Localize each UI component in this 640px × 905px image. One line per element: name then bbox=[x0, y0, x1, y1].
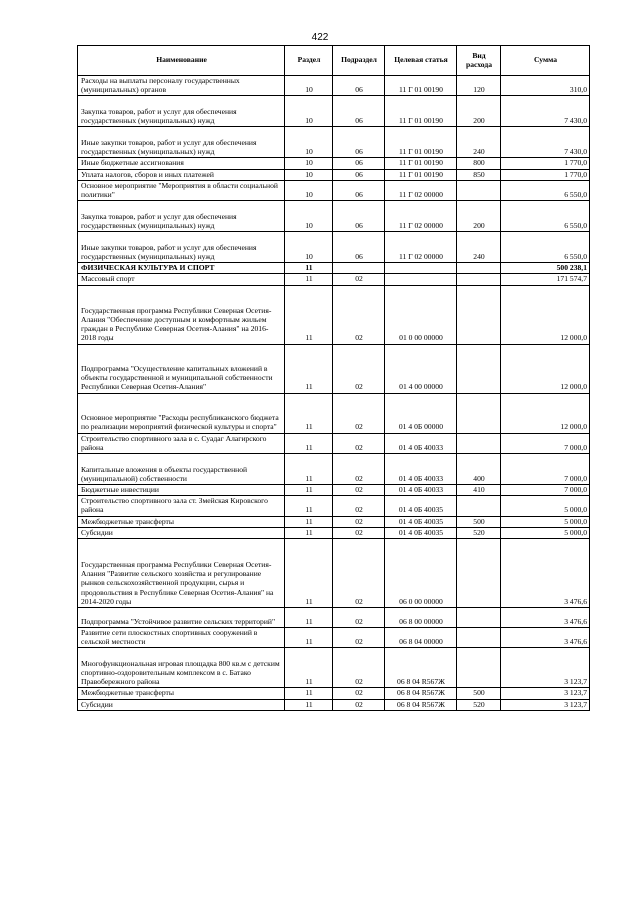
cell-section: 11 bbox=[285, 648, 333, 688]
cell-amount: 3 476,6 bbox=[501, 608, 590, 628]
cell-amount: 12 000,0 bbox=[501, 344, 590, 393]
cell-section: 11 bbox=[285, 274, 333, 285]
table-row bbox=[78, 527, 590, 538]
cell-subsection: 02 bbox=[333, 485, 385, 496]
table-row bbox=[78, 158, 590, 169]
cell-section: 10 bbox=[285, 76, 333, 96]
cell-amount: 12 000,0 bbox=[501, 285, 590, 344]
cell-section: 10 bbox=[285, 127, 333, 158]
cell-section: 11 bbox=[285, 608, 333, 628]
cell-amount: 6 550,0 bbox=[501, 180, 590, 200]
cell-expense-type: 200 bbox=[457, 96, 501, 127]
cell-section: 11 bbox=[285, 527, 333, 538]
cell-amount: 7 000,0 bbox=[501, 454, 590, 485]
header-section: Раздел bbox=[285, 46, 333, 76]
cell-amount: 7 000,0 bbox=[501, 485, 590, 496]
cell-target bbox=[385, 274, 457, 285]
page-number: 422 bbox=[311, 32, 329, 43]
cell-expense-type bbox=[457, 180, 501, 200]
cell-target: 11 Г 01 00190 bbox=[385, 169, 457, 180]
table-row bbox=[78, 628, 590, 648]
cell-expense-type bbox=[457, 274, 501, 285]
cell-section: 11 bbox=[285, 485, 333, 496]
cell-expense-type bbox=[457, 433, 501, 453]
budget-table bbox=[77, 45, 590, 711]
cell-target: 01 4 0Б 40033 bbox=[385, 485, 457, 496]
cell-amount: 3 476,6 bbox=[501, 628, 590, 648]
header-subsection: Подраздел bbox=[333, 46, 385, 76]
cell-target: 01 0 00 00000 bbox=[385, 285, 457, 344]
cell-expense-type: 500 bbox=[457, 688, 501, 699]
cell-section: 10 bbox=[285, 96, 333, 127]
cell-subsection: 02 bbox=[333, 454, 385, 485]
cell-section: 10 bbox=[285, 201, 333, 232]
cell-amount: 5 000,0 bbox=[501, 527, 590, 538]
cell-target: 11 Г 01 00190 bbox=[385, 96, 457, 127]
cell-name: Расходы на выплаты персоналу государственных (муниципальных) органов bbox=[78, 76, 285, 96]
cell-subsection: 06 bbox=[333, 201, 385, 232]
cell-target: 11 Г 01 00190 bbox=[385, 127, 457, 158]
cell-amount: 3 476,6 bbox=[501, 539, 590, 608]
cell-expense-type: 500 bbox=[457, 516, 501, 527]
cell-name: Развитие сети плоскостных спортивных сооружений в сельской местности bbox=[78, 628, 285, 648]
cell-subsection: 02 bbox=[333, 608, 385, 628]
cell-name: Субсидии bbox=[78, 527, 285, 538]
cell-amount: 3 123,7 bbox=[501, 688, 590, 699]
cell-name: Массовый спорт bbox=[78, 274, 285, 285]
cell-expense-type bbox=[457, 608, 501, 628]
cell-subsection: 06 bbox=[333, 169, 385, 180]
cell-amount: 5 000,0 bbox=[501, 496, 590, 516]
table-row bbox=[78, 201, 590, 232]
cell-section: 11 bbox=[285, 433, 333, 453]
cell-section: 10 bbox=[285, 169, 333, 180]
table-row bbox=[78, 344, 590, 393]
cell-expense-type bbox=[457, 393, 501, 433]
cell-amount: 3 123,7 bbox=[501, 648, 590, 688]
cell-name: Иные бюджетные ассигнования bbox=[78, 158, 285, 169]
table-row bbox=[78, 76, 590, 96]
header-expense-type: Вид расхода bbox=[457, 46, 501, 76]
cell-name: Межбюджетные трансферты bbox=[78, 516, 285, 527]
cell-name: Основное мероприятие "Мероприятия в области социальной политики" bbox=[78, 180, 285, 200]
cell-amount: 1 770,0 bbox=[501, 169, 590, 180]
cell-target: 11 Г 02 00000 bbox=[385, 201, 457, 232]
cell-name: Государственная программа Республики Северная Осетия-Алания "Развитие сельского хозяйства и регулирование рынков сельскохозяйственной продукции, сырья и продовольствия в Республике Северная Осетия-Алания" на 2014-2020 годы bbox=[78, 539, 285, 608]
cell-expense-type: 200 bbox=[457, 201, 501, 232]
cell-name: Государственная программа Республики Северная Осетия-Алания "Обеспечение доступным и комфортным жильем граждан в Республике Северная Осетия-Алания" на 2016-2018 годы bbox=[78, 285, 285, 344]
cell-subsection: 06 bbox=[333, 96, 385, 127]
cell-amount: 500 238,1 bbox=[501, 263, 590, 274]
cell-subsection: 02 bbox=[333, 433, 385, 453]
cell-name: Строительство спортивного зала в с. Суадаг Алагирского района bbox=[78, 433, 285, 453]
cell-section: 11 bbox=[285, 539, 333, 608]
cell-amount: 7 000,0 bbox=[501, 433, 590, 453]
cell-target: 06 8 04 R567Ж bbox=[385, 699, 457, 710]
cell-name: Бюджетные инвестиции bbox=[78, 485, 285, 496]
cell-subsection: 06 bbox=[333, 180, 385, 200]
cell-subsection: 06 bbox=[333, 232, 385, 263]
cell-target: 06 8 04 R567Ж bbox=[385, 688, 457, 699]
cell-subsection: 02 bbox=[333, 648, 385, 688]
header-target: Целевая статья bbox=[385, 46, 457, 76]
header-amount: Сумма bbox=[501, 46, 590, 76]
cell-name: Закупка товаров, работ и услуг для обеспечения государственных (муниципальных) нужд bbox=[78, 96, 285, 127]
cell-target: 01 4 0Б 40033 bbox=[385, 433, 457, 453]
cell-name: Уплата налогов, сборов и иных платежей bbox=[78, 169, 285, 180]
cell-subsection: 02 bbox=[333, 274, 385, 285]
cell-name: Подпрограмма "Устойчивое развитие сельских территорий" bbox=[78, 608, 285, 628]
cell-amount: 1 770,0 bbox=[501, 158, 590, 169]
cell-name: ФИЗИЧЕСКАЯ КУЛЬТУРА И СПОРТ bbox=[78, 263, 285, 274]
cell-subsection: 06 bbox=[333, 127, 385, 158]
cell-subsection: 02 bbox=[333, 539, 385, 608]
cell-expense-type bbox=[457, 496, 501, 516]
table-row bbox=[78, 433, 590, 453]
cell-section: 11 bbox=[285, 344, 333, 393]
cell-subsection: 02 bbox=[333, 688, 385, 699]
cell-amount: 171 574,7 bbox=[501, 274, 590, 285]
cell-section: 11 bbox=[285, 496, 333, 516]
cell-target: 06 0 00 00000 bbox=[385, 539, 457, 608]
cell-expense-type: 240 bbox=[457, 127, 501, 158]
cell-amount: 5 000,0 bbox=[501, 516, 590, 527]
cell-subsection: 06 bbox=[333, 76, 385, 96]
cell-section: 11 bbox=[285, 699, 333, 710]
cell-name: Капитальные вложения в объекты государственной (муниципальной) собственности bbox=[78, 454, 285, 485]
cell-target: 01 4 0Б 40035 bbox=[385, 516, 457, 527]
cell-amount: 7 430,0 bbox=[501, 127, 590, 158]
table-row bbox=[78, 496, 590, 516]
cell-target: 11 Г 02 00000 bbox=[385, 180, 457, 200]
cell-target: 01 4 0Б 40033 bbox=[385, 454, 457, 485]
table-row bbox=[78, 96, 590, 127]
cell-target: 01 4 0Б 40035 bbox=[385, 496, 457, 516]
cell-expense-type: 800 bbox=[457, 158, 501, 169]
cell-target: 11 Г 01 00190 bbox=[385, 158, 457, 169]
cell-target: 06 8 00 00000 bbox=[385, 608, 457, 628]
cell-expense-type: 240 bbox=[457, 232, 501, 263]
cell-name: Иные закупки товаров, работ и услуг для обеспечения государственных (муниципальных) нужд bbox=[78, 232, 285, 263]
cell-section: 11 bbox=[285, 285, 333, 344]
cell-subsection: 02 bbox=[333, 527, 385, 538]
cell-subsection: 02 bbox=[333, 285, 385, 344]
cell-target: 06 8 04 R567Ж bbox=[385, 648, 457, 688]
table-row bbox=[78, 127, 590, 158]
cell-section: 10 bbox=[285, 232, 333, 263]
cell-expense-type bbox=[457, 628, 501, 648]
cell-expense-type: 520 bbox=[457, 527, 501, 538]
table-row bbox=[78, 648, 590, 688]
cell-subsection: 02 bbox=[333, 496, 385, 516]
cell-amount: 3 123,7 bbox=[501, 699, 590, 710]
cell-target: 01 4 0Б 40035 bbox=[385, 527, 457, 538]
cell-expense-type bbox=[457, 648, 501, 688]
cell-section: 11 bbox=[285, 628, 333, 648]
cell-amount: 12 000,0 bbox=[501, 393, 590, 433]
cell-target bbox=[385, 263, 457, 274]
cell-name: Закупка товаров, работ и услуг для обеспечения государственных (муниципальных) нужд bbox=[78, 201, 285, 232]
cell-expense-type: 410 bbox=[457, 485, 501, 496]
table-row bbox=[78, 263, 590, 274]
table-row bbox=[78, 539, 590, 608]
cell-name: Подпрограмма "Осуществление капитальных вложений в объекты государственной и муниципальной собственности Республики Северная Осетия-Алания" bbox=[78, 344, 285, 393]
cell-subsection: 02 bbox=[333, 699, 385, 710]
cell-subsection: 02 bbox=[333, 344, 385, 393]
cell-name: Многофункциональная игровая площадка 800 кв.м с детским спортивно-оздоровительным комплексом в с. Батако Правобережного района bbox=[78, 648, 285, 688]
table-row bbox=[78, 485, 590, 496]
table-row bbox=[78, 608, 590, 628]
cell-subsection: 06 bbox=[333, 158, 385, 169]
table-row bbox=[78, 169, 590, 180]
cell-name: Субсидии bbox=[78, 699, 285, 710]
table-row bbox=[78, 393, 590, 433]
cell-section: 10 bbox=[285, 180, 333, 200]
cell-target: 01 4 0Б 00000 bbox=[385, 393, 457, 433]
cell-section: 11 bbox=[285, 454, 333, 485]
table-row bbox=[78, 688, 590, 699]
cell-amount: 7 430,0 bbox=[501, 96, 590, 127]
table-row bbox=[78, 285, 590, 344]
cell-subsection: 02 bbox=[333, 516, 385, 527]
cell-amount: 6 550,0 bbox=[501, 201, 590, 232]
table-row bbox=[78, 454, 590, 485]
cell-subsection: 02 bbox=[333, 628, 385, 648]
cell-target: 11 Г 01 00190 bbox=[385, 76, 457, 96]
cell-section: 11 bbox=[285, 263, 333, 274]
cell-section: 10 bbox=[285, 158, 333, 169]
cell-expense-type: 850 bbox=[457, 169, 501, 180]
cell-expense-type bbox=[457, 539, 501, 608]
cell-expense-type bbox=[457, 285, 501, 344]
cell-subsection bbox=[333, 263, 385, 274]
cell-name: Иные закупки товаров, работ и услуг для обеспечения государственных (муниципальных) нужд bbox=[78, 127, 285, 158]
cell-expense-type bbox=[457, 263, 501, 274]
cell-expense-type: 520 bbox=[457, 699, 501, 710]
table-row bbox=[78, 699, 590, 710]
table-row bbox=[78, 274, 590, 285]
header-name: Наименование bbox=[78, 46, 285, 76]
cell-name: Межбюджетные трансферты bbox=[78, 688, 285, 699]
cell-target: 06 8 04 00000 bbox=[385, 628, 457, 648]
table-row bbox=[78, 180, 590, 200]
cell-target: 01 4 00 00000 bbox=[385, 344, 457, 393]
cell-subsection: 02 bbox=[333, 393, 385, 433]
cell-expense-type: 120 bbox=[457, 76, 501, 96]
cell-section: 11 bbox=[285, 688, 333, 699]
cell-name: Основное мероприятие "Расходы республиканского бюджета по реализации мероприятий физической культуры и спорта" bbox=[78, 393, 285, 433]
table-row bbox=[78, 516, 590, 527]
cell-amount: 310,0 bbox=[501, 76, 590, 96]
cell-expense-type: 400 bbox=[457, 454, 501, 485]
table-header-row bbox=[78, 46, 590, 76]
cell-expense-type bbox=[457, 344, 501, 393]
table-row bbox=[78, 232, 590, 263]
cell-name: Строительство спортивного зала ст. Змейская Кировского района bbox=[78, 496, 285, 516]
cell-section: 11 bbox=[285, 393, 333, 433]
cell-section: 11 bbox=[285, 516, 333, 527]
cell-amount: 6 550,0 bbox=[501, 232, 590, 263]
cell-target: 11 Г 02 00000 bbox=[385, 232, 457, 263]
table-body bbox=[78, 76, 590, 711]
